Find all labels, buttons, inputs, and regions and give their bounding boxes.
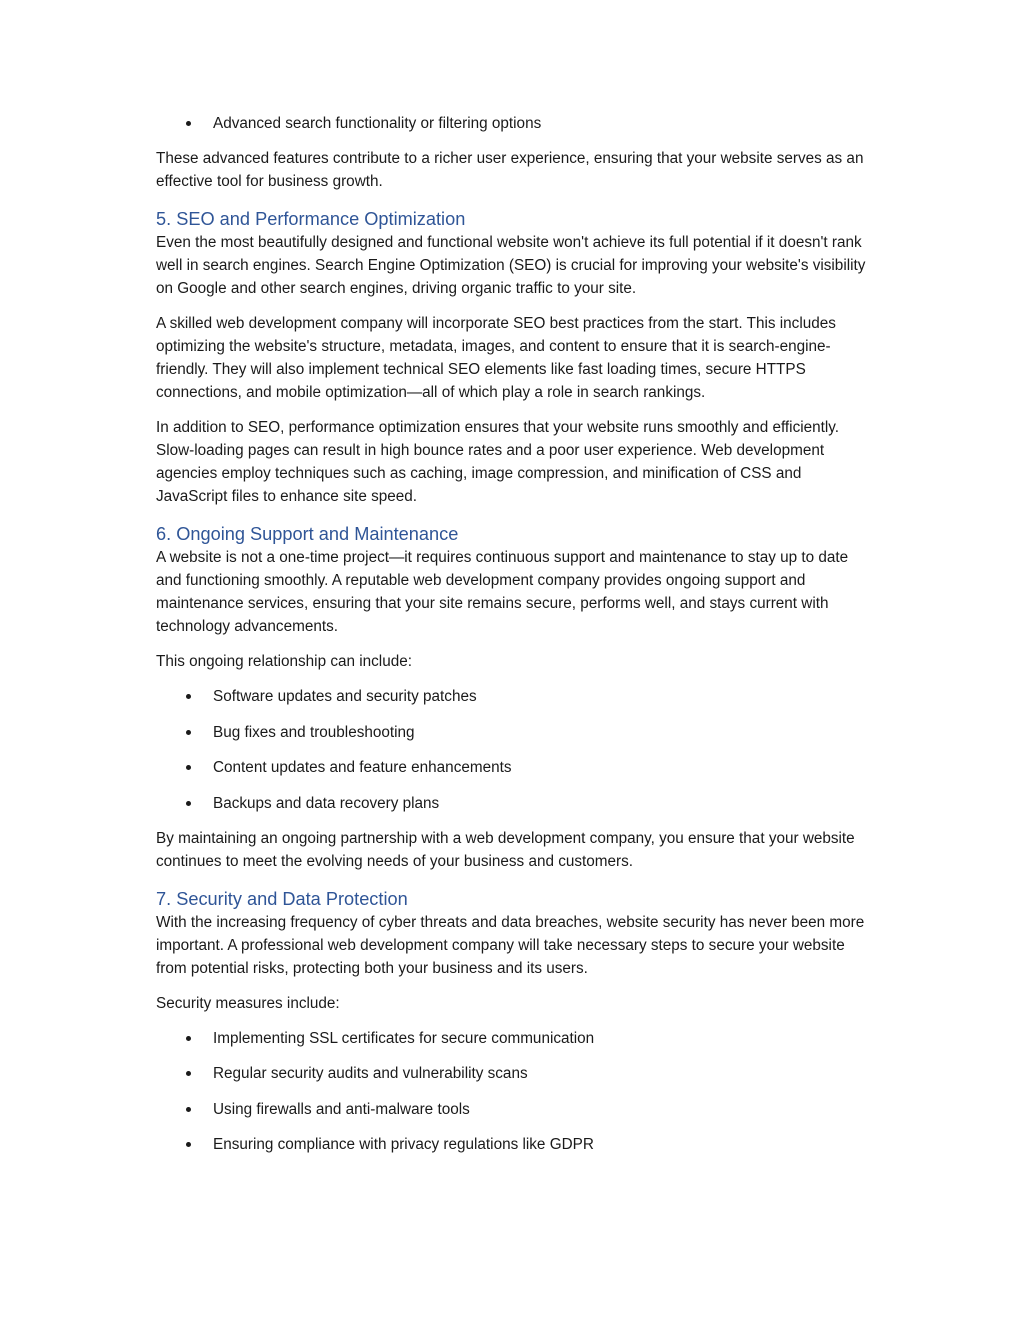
- list-item-text: Regular security audits and vulnerability scans: [213, 1065, 528, 1083]
- paragraph: Security measures include:: [156, 994, 340, 1012]
- list-item-text: Bug fixes and troubleshooting: [213, 723, 415, 741]
- feature-bullet-list: [156, 112, 868, 135]
- bullet-icon: [186, 801, 191, 806]
- list-item: [156, 112, 868, 135]
- list-item-text: Using firewalls and anti-malware tools: [213, 1100, 470, 1118]
- paragraph: This ongoing relationship can include:: [156, 653, 412, 671]
- bullet-icon: [186, 1036, 191, 1041]
- paragraph: With the increasing frequency of cyber threats and data breaches, website security has never been more important. A professional web development company will take necessary steps to secure your website from potential risks, protecting both your business and its users.: [156, 913, 865, 977]
- list-item: [156, 792, 868, 815]
- list-item: [156, 1027, 868, 1050]
- bullet-icon: [186, 121, 191, 126]
- list-item-text: Ensuring compliance with privacy regulations like GDPR: [213, 1136, 594, 1154]
- list-item-text: Software updates and security patches: [213, 688, 477, 706]
- paragraph: Even the most beautifully designed and functional website won't achieve its full potential if it doesn't rank well in search engines. Search Engine Optimization (SEO) is crucial for improving your website's visibility on Google and other search engines, driving organic traffic to your site.: [156, 234, 866, 298]
- section-heading: 5. SEO and Performance Optimization: [156, 209, 466, 230]
- bullet-icon: [186, 1071, 191, 1076]
- bullet-icon: [186, 694, 191, 699]
- section-heading: 6. Ongoing Support and Maintenance: [156, 524, 459, 545]
- paragraph: In addition to SEO, performance optimization ensures that your website runs smoothly and efficiently. Slow-loading pages can result in high bounce rates and a poor user experience. Web development agencies employ techniques such as caching, image compression, and minification of CSS and JavaScript files to enhance site speed.: [156, 419, 840, 506]
- bullet-icon: [186, 1107, 191, 1112]
- list-item: [156, 756, 868, 779]
- list-item: [156, 1062, 868, 1085]
- paragraph: A website is not a one-time project—it requires continuous support and maintenance to stay up to date and functioning smoothly. A reputable web development company provides ongoing support and maintenance services, ensuring that your site remains secure, performs well, and stays current with technology advancements.: [156, 549, 849, 636]
- list-item-text: Implementing SSL certificates for secure communication: [213, 1029, 595, 1047]
- security-bullet-list: [156, 1027, 868, 1156]
- list-item: [156, 721, 868, 744]
- support-bullet-list: [156, 685, 868, 814]
- paragraph: A skilled web development company will incorporate SEO best practices from the start. This includes optimizing the website's structure, metadata, images, and content to ensure that it is search-engine-friendly. They will also implement technical SEO elements like fast loading times, secure HTTPS connections, and mobile optimization—all of which play a role in search rankings.: [156, 315, 836, 402]
- list-item-text: Content updates and feature enhancements: [213, 759, 512, 777]
- bullet-icon: [186, 1142, 191, 1147]
- bullet-icon: [186, 765, 191, 770]
- list-item: [156, 685, 868, 708]
- section-heading: 7. Security and Data Protection: [156, 888, 408, 909]
- list-item: [156, 1098, 868, 1121]
- paragraph: By maintaining an ongoing partnership with a web development company, you ensure that your website continues to meet the evolving needs of your business and customers.: [156, 829, 855, 870]
- document-page: [156, 112, 868, 1169]
- bullet-icon: [186, 730, 191, 735]
- list-item: [156, 1133, 868, 1156]
- list-item-text: Backups and data recovery plans: [213, 794, 440, 812]
- list-item-text: Advanced search functionality or filtering options: [213, 115, 542, 132]
- paragraph: These advanced features contribute to a richer user experience, ensuring that your website serves as an effective tool for business growth.: [156, 150, 864, 191]
